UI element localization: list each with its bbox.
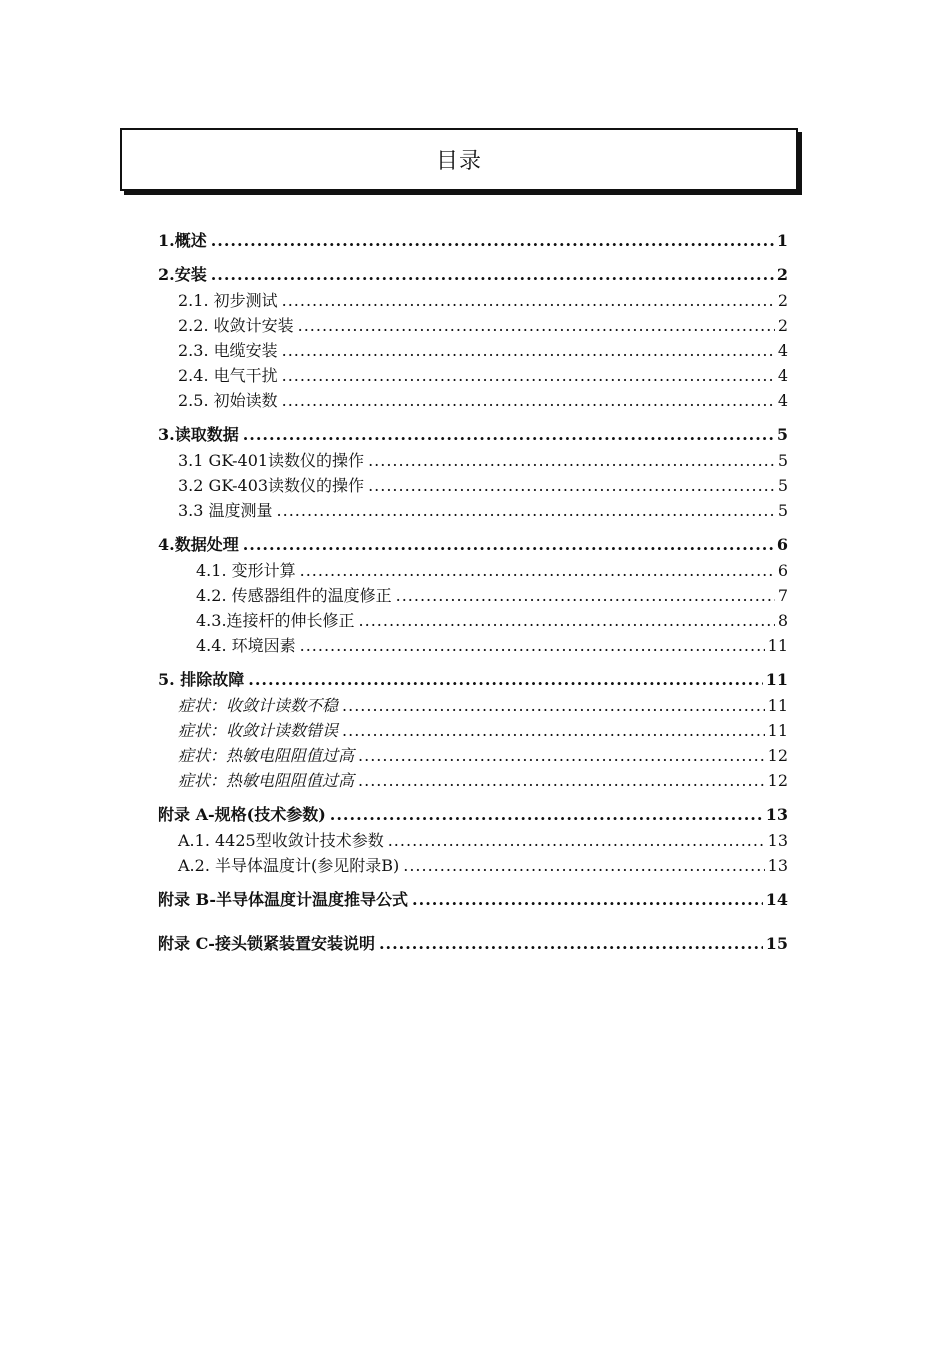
toc-entry[interactable] <box>158 498 788 523</box>
toc-entry-page: 6 <box>777 561 788 580</box>
toc-entry-label: 3.3 温度测量 <box>178 501 273 520</box>
toc-entry-page: 5 <box>776 425 788 444</box>
toc-entry[interactable] <box>158 768 788 793</box>
toc-entry-page: 2 <box>777 316 788 335</box>
toc-entry[interactable] <box>158 887 788 912</box>
toc-entry[interactable] <box>158 422 788 447</box>
toc-entry[interactable] <box>158 853 788 878</box>
toc-entry-page: 12 <box>767 746 788 765</box>
toc-leader-dots <box>342 718 765 743</box>
toc-entry-page: 2 <box>776 265 788 284</box>
toc-entry-label: A.1. 4425型收敛计技术参数 <box>178 831 384 850</box>
toc-entry[interactable] <box>158 608 788 633</box>
toc-title-box <box>120 128 798 191</box>
toc-leader-dots <box>358 743 765 768</box>
toc-entry-page: 11 <box>767 636 788 655</box>
toc-entry[interactable] <box>158 448 788 473</box>
toc-entry-label: 3.2 GK-403读数仪的操作 <box>178 476 365 495</box>
toc-entry-page: 5 <box>777 451 788 470</box>
toc-entry-page: 12 <box>767 771 788 790</box>
toc-leader-dots <box>379 931 763 956</box>
toc-entry-label: 2.安装 <box>158 265 207 284</box>
toc-entry[interactable] <box>158 931 788 956</box>
toc-entry-label: 2.5. 初始读数 <box>178 391 278 410</box>
toc-entry[interactable] <box>158 288 788 313</box>
toc-entry-page: 1 <box>776 231 788 250</box>
toc-entry[interactable] <box>158 313 788 338</box>
toc-entry[interactable] <box>158 338 788 363</box>
toc-leader-dots <box>211 228 774 253</box>
toc-entry-page: 4 <box>777 391 788 410</box>
toc-entry-label: 3.1 GK-401读数仪的操作 <box>178 451 365 470</box>
toc-leader-dots <box>243 532 774 557</box>
toc-leader-dots <box>368 448 775 473</box>
toc-entry[interactable] <box>158 802 788 827</box>
toc-leader-dots <box>388 828 765 853</box>
toc-entry-label: 2.2. 收敛计安装 <box>178 316 294 335</box>
toc-entry-page: 6 <box>776 535 788 554</box>
toc-entry-page: 13 <box>765 805 788 824</box>
toc-entry-label: 2.4. 电气干扰 <box>178 366 278 385</box>
toc-entry-label: 4.2. 传感器组件的温度修正 <box>196 586 392 605</box>
toc-leader-dots <box>396 583 775 608</box>
toc-list <box>158 228 788 957</box>
toc-leader-dots <box>358 768 765 793</box>
toc-entry-page: 13 <box>767 831 788 850</box>
toc-entry[interactable] <box>158 633 788 658</box>
toc-entry[interactable] <box>158 532 788 557</box>
toc-entry[interactable] <box>158 718 788 743</box>
toc-entry[interactable] <box>158 743 788 768</box>
toc-entry[interactable] <box>158 262 788 287</box>
toc-entry[interactable] <box>158 828 788 853</box>
toc-entry-page: 5 <box>777 476 788 495</box>
toc-leader-dots <box>403 853 764 878</box>
toc-entry-label: 症状：热敏电阻阻值过高 <box>178 771 355 790</box>
toc-entry[interactable] <box>158 583 788 608</box>
toc-leader-dots <box>243 422 774 447</box>
toc-entry-label: 4.3.连接杆的伸长修正 <box>196 611 355 630</box>
toc-entry-page: 15 <box>765 934 788 953</box>
toc-leader-dots <box>298 313 775 338</box>
toc-entry-label: 1.概述 <box>158 231 207 250</box>
toc-entry[interactable] <box>158 693 788 718</box>
toc-entry-label: 4.1. 变形计算 <box>196 561 296 580</box>
toc-entry-page: 11 <box>767 721 788 740</box>
toc-entry-label: A.2. 半导体温度计(参见附录B) <box>178 856 400 875</box>
toc-entry-page: 14 <box>765 890 788 909</box>
toc-entry[interactable] <box>158 667 788 692</box>
toc-leader-dots <box>342 693 765 718</box>
toc-leader-dots <box>282 363 775 388</box>
toc-entry-page: 7 <box>777 586 788 605</box>
toc-leader-dots <box>282 388 775 413</box>
toc-entry-page: 4 <box>777 341 788 360</box>
toc-entry-page: 4 <box>777 366 788 385</box>
toc-leader-dots <box>359 608 775 633</box>
toc-entry-label: 4.数据处理 <box>158 535 239 554</box>
toc-entry-label: 2.3. 电缆安装 <box>178 341 278 360</box>
toc-leader-dots <box>300 558 775 583</box>
toc-leader-dots <box>282 338 775 363</box>
toc-entry-label: 5. 排除故障 <box>158 670 245 689</box>
toc-leader-dots <box>412 887 763 912</box>
toc-entry[interactable] <box>158 558 788 583</box>
toc-entry-label: 症状：收敛计读数不稳 <box>178 696 339 715</box>
toc-entry[interactable] <box>158 228 788 253</box>
toc-entry-label: 症状：收敛计读数错误 <box>178 721 339 740</box>
toc-leader-dots <box>277 498 775 523</box>
toc-leader-dots <box>330 802 763 827</box>
toc-entry-page: 8 <box>777 611 788 630</box>
toc-entry-page: 11 <box>767 696 788 715</box>
toc-entry-label: 附录 A-规格(技术参数) <box>158 805 326 824</box>
toc-entry-label: 附录 B-半导体温度计温度推导公式 <box>158 890 409 909</box>
toc-entry-page: 2 <box>777 291 788 310</box>
toc-entry-page: 11 <box>765 670 788 689</box>
toc-entry-label: 症状：热敏电阻阻值过高 <box>178 746 355 765</box>
toc-leader-dots <box>300 633 765 658</box>
toc-entry[interactable] <box>158 388 788 413</box>
toc-leader-dots <box>282 288 775 313</box>
toc-entry-label: 4.4. 环境因素 <box>196 636 296 655</box>
toc-entry[interactable] <box>158 363 788 388</box>
toc-entry-label: 附录 C-接头锁紧装置安装说明 <box>158 934 375 953</box>
toc-leader-dots <box>248 667 762 692</box>
toc-leader-dots <box>211 262 774 287</box>
toc-entry-page: 13 <box>767 856 788 875</box>
toc-entry-label: 2.1. 初步测试 <box>178 291 278 310</box>
toc-entry-page: 5 <box>777 501 788 520</box>
toc-title: 目录 <box>435 149 482 174</box>
toc-entry[interactable] <box>158 473 788 498</box>
toc-leader-dots <box>368 473 775 498</box>
toc-entry-label: 3.读取数据 <box>158 425 239 444</box>
